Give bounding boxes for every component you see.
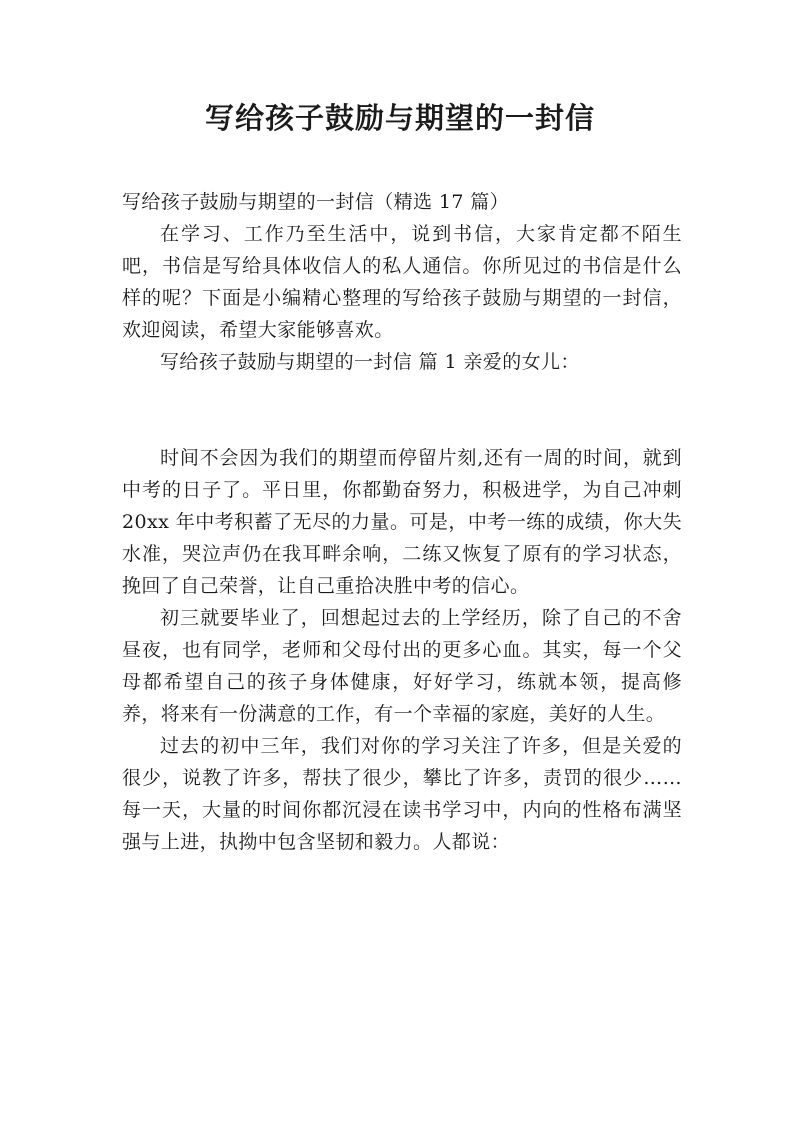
blank-line [122, 378, 682, 442]
letter-heading: 写给孩子鼓励与期望的一封信 篇 1 亲爱的女儿： [160, 351, 580, 373]
document-title: 写给孩子鼓励与期望的一封信 [204, 101, 595, 135]
body-paragraph: 时间不会因为我们的期望而停留片刻,还有一周的时间，就到中考的日子了。平日里，你都勤奋努力，积极进学，为自己冲刺 20xx 年中考积蓄了无尽的力量。可是，中考一练的成绩，你大失水准，哭泣声仍在我耳畔余响，二练又恢复了原有的学习状态，挽回了自己荣誉，让自己重拾决胜中考的信心。 [122, 447, 682, 597]
document-body [122, 186, 682, 858]
body-paragraph: 过去的初中三年，我们对你的学习关注了许多，但是关爱的很少，说教了许多，帮扶了很少，攀比了许多，责罚的很少……每一天，大量的时间你都沉浸在读书学习中，内向的性格布满坚强与上进，执拗中包含坚韧和毅力。人都说： [122, 735, 682, 853]
document-subtitle: 写给孩子鼓励与期望的一封信（精选 17 篇） [122, 191, 510, 213]
body-paragraph: 初三就要毕业了，回想起过去的上学经历，除了自己的不舍昼夜，也有同学，老师和父母付出的更多心血。其实，每一个父母都希望自己的孩子身体健康，好好学习，练就本领，提高修养，将来有一份满意的工作，有一个幸福的家庭，美好的人生。 [122, 607, 682, 725]
intro-paragraph: 在学习、工作乃至生活中，说到书信，大家肯定都不陌生吧，书信是写给具体收信人的私人通信。你所见过的书信是什么样的呢？下面是小编精心整理的写给孩子鼓励与期望的一封信，欢迎阅读，希望大家能够喜欢。 [122, 223, 682, 341]
